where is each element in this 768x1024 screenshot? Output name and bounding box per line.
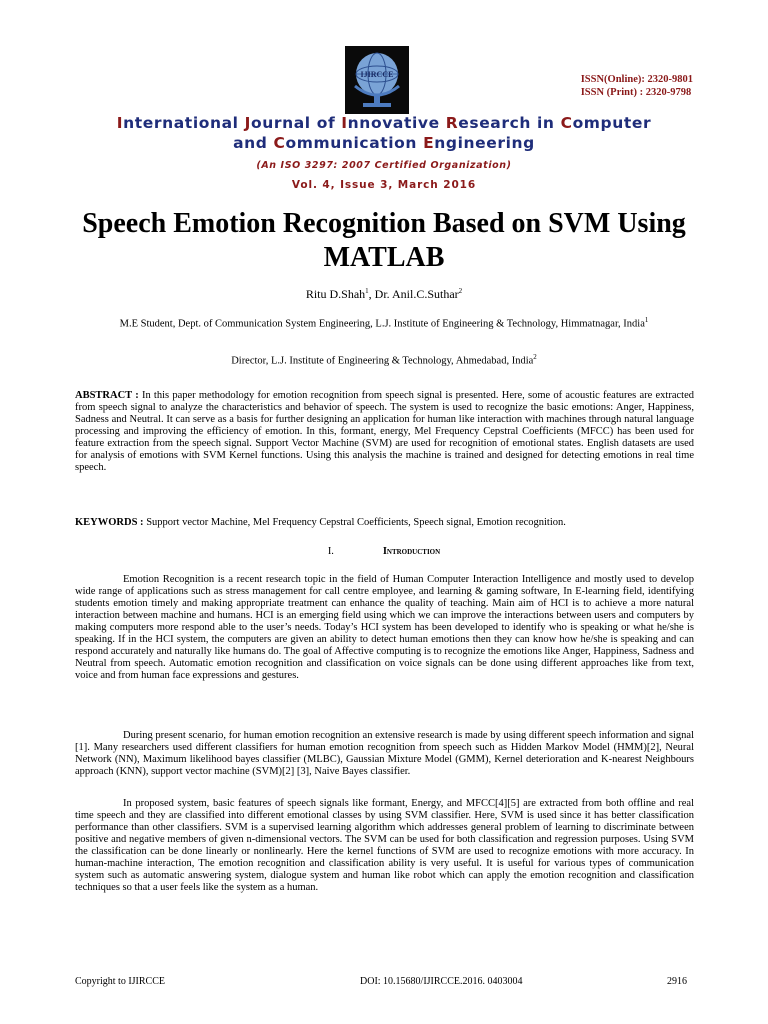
author-1-sup: 1	[365, 287, 369, 295]
journal-line1-word-0: nternational	[123, 114, 245, 132]
journal-line1-initial-2: I	[341, 114, 348, 132]
journal-line1-word-4: omputer	[572, 114, 652, 132]
footer-copyright: Copyright to IJIRCCE	[75, 976, 166, 987]
journal-line2-initial-1: C	[273, 134, 286, 152]
author-2: Dr. Anil.C.Suthar	[374, 287, 459, 301]
authors	[0, 287, 768, 302]
affiliation-2-text: Director, L.J. Institute of Engineering & Technology, Ahmedabad, India	[231, 355, 534, 367]
footer-page-number: 2916	[667, 976, 687, 987]
journal-line1-word-3: esearch in	[458, 114, 561, 132]
keywords-text: Support vector Machine, Mel Frequency Cepstral Coefficients, Speech signal, Emotion recognition.	[143, 517, 566, 528]
journal-name-line1	[0, 114, 768, 132]
section-number: I.	[327, 546, 334, 557]
issn-print: ISSN (Print) : 2320-9798	[580, 87, 692, 98]
paper-title: Speech Emotion Recognition Based on SVM Using MATLAB	[82, 208, 686, 273]
journal-line1-initial-1: J	[244, 114, 251, 132]
body-paragraph-1: Emotion Recognition is a recent research topic in the field of Human Computer Interaction Intelligence and mostly used to develop wide range of applications such as stress management for call centre employee, and learning & gaming software, In E-learning field, identifying students emotion timely and making appropriate treatment can enhance the quality of teaching. Main aim of HCI is to achieve a more natural interaction between machine and humans. HCI is an emerging field using which we can improve the interactions between users and computers by making computers more respond able to the user’s needs. Today’s HCI system has been developed to identify who is speaking or what he/she is speaking. If in the HCI system, the computers are given an ability to detect human emotions then they can know how he/she is speaking and can respond accurately and naturally like humans do. The goal of Affective computing is to recognize the emotions like Anger, Happiness, Sadness and Neutral from speech. Automatic emotion recognition and classification on voice signals can be done using different approaches like from text, voice and from human face expressions and gestures.	[75, 574, 694, 681]
journal-line1-word-2: nnovative	[347, 114, 446, 132]
journal-line1-initial-4: C	[560, 114, 573, 132]
author-2-sup: 2	[458, 287, 463, 295]
journal-line1-word-1: ournal of	[250, 114, 342, 132]
iso-certification: (An ISO 3297: 2007 Certified Organization)	[256, 160, 512, 171]
logo-text: IJIRCCE	[360, 70, 394, 79]
abstract	[75, 390, 694, 474]
affiliation-1-text: M.E Student, Dept. of Communication System Engineering, L.J. Institute of Engineering & Technology, Himmatnagar, India	[119, 318, 645, 330]
issn-block	[581, 73, 693, 99]
footer-doi: DOI: 10.15680/IJIRCCE.2016. 0403004	[360, 976, 523, 987]
affiliation-1-sup: 1	[644, 316, 649, 324]
author-1: Ritu D.Shah	[305, 287, 366, 301]
section-heading	[0, 546, 768, 557]
ijircce-logo-icon	[345, 46, 409, 114]
volume-issue: Vol. 4, Issue 3, March 2016	[291, 179, 477, 191]
affiliation-1	[70, 309, 698, 336]
abstract-label: ABSTRACT :	[75, 390, 139, 401]
issn-online: ISSN(Online): 2320-9801	[580, 74, 693, 85]
journal-line2-word-1: ommunication	[285, 134, 424, 152]
journal-line2-word-0: and	[233, 134, 274, 152]
keywords	[75, 517, 694, 529]
body-paragraph-3: In proposed system, basic features of speech signals like formant, Energy, and MFCC[4][5] are extracted from both offline and real time speech and they are classified into different emotional classes by using SVM classifier. Here, SVM is used since it has better classification performance than other classifiers. SVM is a supervised learning algorithm which addresses general problem of learning to discriminate between positive and negative members of given n-dimensional vectors. The SVM can be used for both classification and regression purposes. Using SVM the classification can be done linearly or nonlinearly. Here the kernel functions of SVM are used to recognize emotions with more accuracy. In human-machine interaction, The emotion recognition and classification ability is very useful. It is useful for various types of communication system such as automatic answering system, dialogue system and human like robot which can apply the emotion recognition and classification techniques so that a user feels like the system as a human.	[75, 798, 694, 893]
affiliation-2-sup: 2	[533, 353, 537, 361]
journal-line1-initial-3: R	[445, 114, 459, 132]
body-paragraph-2: During present scenario, for human emotion recognition an extensive research is made by using different speech information and signal [1]. Many researchers used different classifiers for human emotion recognition from speech such as Hidden Markov Model (HMM)[2], Neural Network (NN), Maximum likelihood bayes classifier (MLBC), Gaussian Mixture Model (GMM), Kernel deterioration and K-nearest Neighbours approach (KNN), support vector machine (SVM)[2] [3], Naive Bayes classifier.	[75, 730, 694, 777]
author-separator: ,	[368, 287, 375, 301]
abstract-text: In this paper methodology for emotion recognition from speech signal is presented. Here, some of acoustic features are extracted from speech signal to analyze the characteristics and behavior of speech. The system is used to recognize the basic emotions: Anger, Happiness, Sadness and Neutral. It can serve as a basis for further designing an application for human like interaction with machines through natural language processing and improving the efficiency of emotion. In this, formant, energy, Mel Frequency Cepstral Coefficients (MFCC) has been used for feature extraction from the speech signal. Support Vector Machine (SVM) are used for recognition of emotional states. English datasets are used for analysis of emotions with SVM Kernel functions. Using this analysis the machine is trained and designed for detecting emotions in real time speech.	[75, 390, 694, 473]
journal-line2-initial-2: E	[423, 134, 435, 152]
journal-line2-word-2: ngineering	[434, 134, 535, 152]
journal-name-line2	[0, 134, 768, 152]
keywords-label: KEYWORDS :	[75, 517, 144, 528]
affiliation-2	[0, 353, 768, 367]
section-title: Introduction	[382, 546, 441, 557]
journal-line1-initial-0: I	[116, 114, 124, 132]
